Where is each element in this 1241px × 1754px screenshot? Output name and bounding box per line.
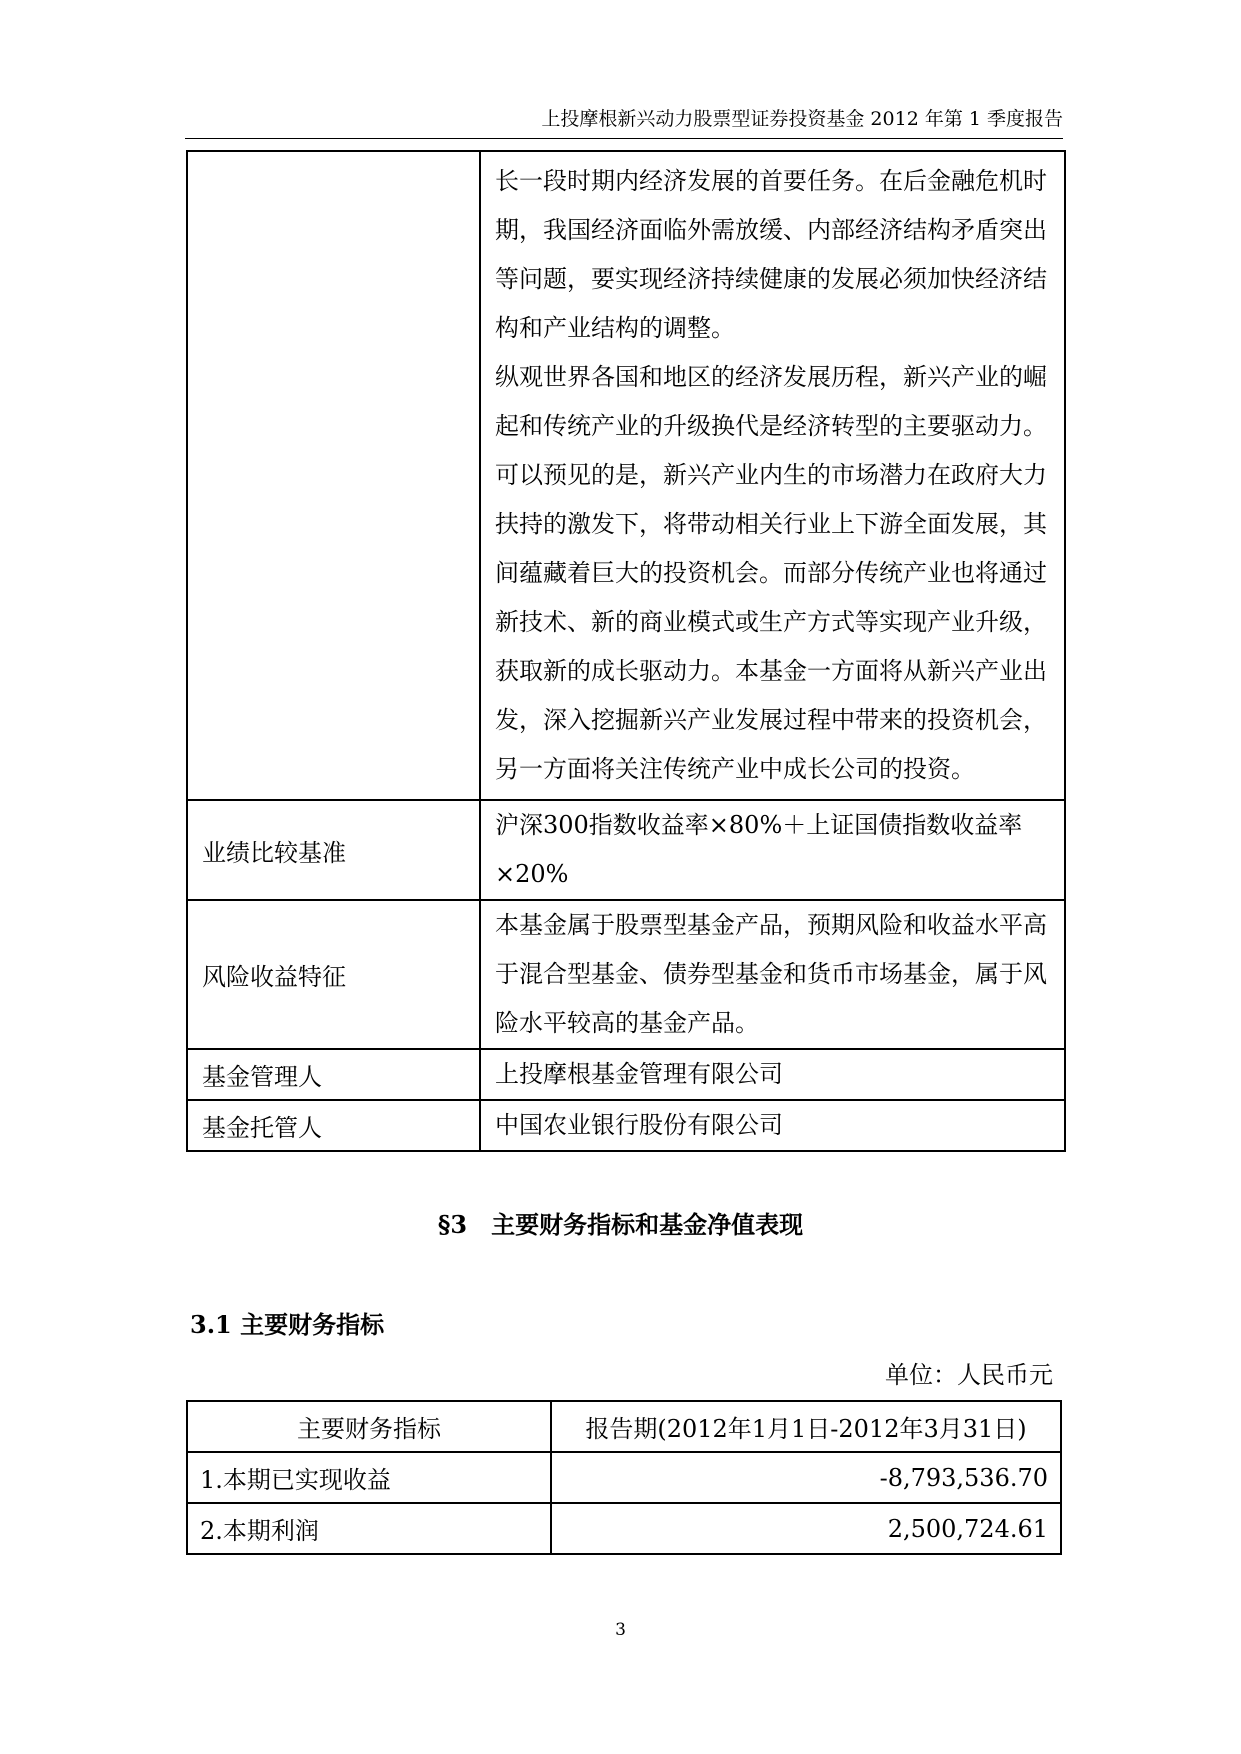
row-label: 风险收益特征 <box>187 900 480 1049</box>
investment-philosophy-cell <box>480 151 1065 800</box>
table-row <box>187 800 1065 900</box>
subsection-title: 3.1 主要财务指标 <box>190 1310 385 1339</box>
indicator-value: -8,793,536.70 <box>551 1452 1061 1503</box>
row-value-text: 本基金属于股票型基金产品，预期风险和收益水平高于混合型基金、债券型基金和货币市场基金，属于风险水平较高的基金产品。 <box>495 911 1047 1037</box>
row-value-text: 上投摩根基金管理有限公司 <box>495 1060 783 1088</box>
row-label: 业绩比较基准 <box>187 800 480 900</box>
table-row <box>187 1049 1065 1100</box>
row-label: 基金托管人 <box>187 1100 480 1151</box>
paragraph: 纵观世界各国和地区的经济发展历程，新兴产业的崛起和传统产业的升级换代是经济转型的主要驱动力。可以预见的是，新兴产业内生的市场潜力在政府大力扶持的激发下，将带动相关行业上下游全面发展，其间蕴藏着巨大的投资机会。而部分传统产业也将通过新技术、新的商业模式或生产方式等实现产业升级，获取新的成长驱动力。本基金一方面将从新兴产业出发，深入挖掘新兴产业发展过程中带来的投资机会，另一方面将关注传统产业中成长公司的投资。 <box>495 363 1047 783</box>
table-header-row <box>187 1401 1061 1452</box>
empty-label-cell <box>187 151 480 800</box>
column-header: 主要财务指标 <box>187 1401 551 1452</box>
table-row <box>187 1452 1061 1503</box>
table-row <box>187 900 1065 1049</box>
report-title: 上投摩根新兴动力股票型证券投资基金 2012 年第 1 季度报告 <box>541 108 1063 130</box>
unit-label: 单位：人民币元 <box>885 1361 1053 1389</box>
table-row <box>187 151 1065 800</box>
row-value-text: 沪深300指数收益率×80%＋上证国债指数收益率×20% <box>495 811 1023 888</box>
row-label: 基金管理人 <box>187 1049 480 1100</box>
fund-info-table <box>186 150 1066 1152</box>
page-number: 3 <box>615 1620 626 1640</box>
column-header: 报告期(2012年1月1日-2012年3月31日) <box>551 1401 1061 1452</box>
row-value <box>480 800 1065 900</box>
indicator-label: 2.本期利润 <box>187 1503 551 1554</box>
row-value <box>480 1100 1065 1151</box>
section-title: §3 主要财务指标和基金净值表现 <box>437 1210 804 1239</box>
table-row <box>187 1100 1065 1151</box>
indicator-value: 2,500,724.61 <box>551 1503 1061 1554</box>
row-value-text: 中国农业银行股份有限公司 <box>495 1111 783 1139</box>
paragraph: 长一段时期内经济发展的首要任务。在后金融危机时期，我国经济面临外需放缓、内部经济结构矛盾突出等问题，要实现经济持续健康的发展必须加快经济结构和产业结构的调整。 <box>495 167 1047 342</box>
row-value <box>480 900 1065 1049</box>
page-header <box>185 106 1063 139</box>
table-row <box>187 1503 1061 1554</box>
row-value <box>480 1049 1065 1100</box>
financial-indicators-table <box>186 1400 1062 1555</box>
indicator-label: 1.本期已实现收益 <box>187 1452 551 1503</box>
